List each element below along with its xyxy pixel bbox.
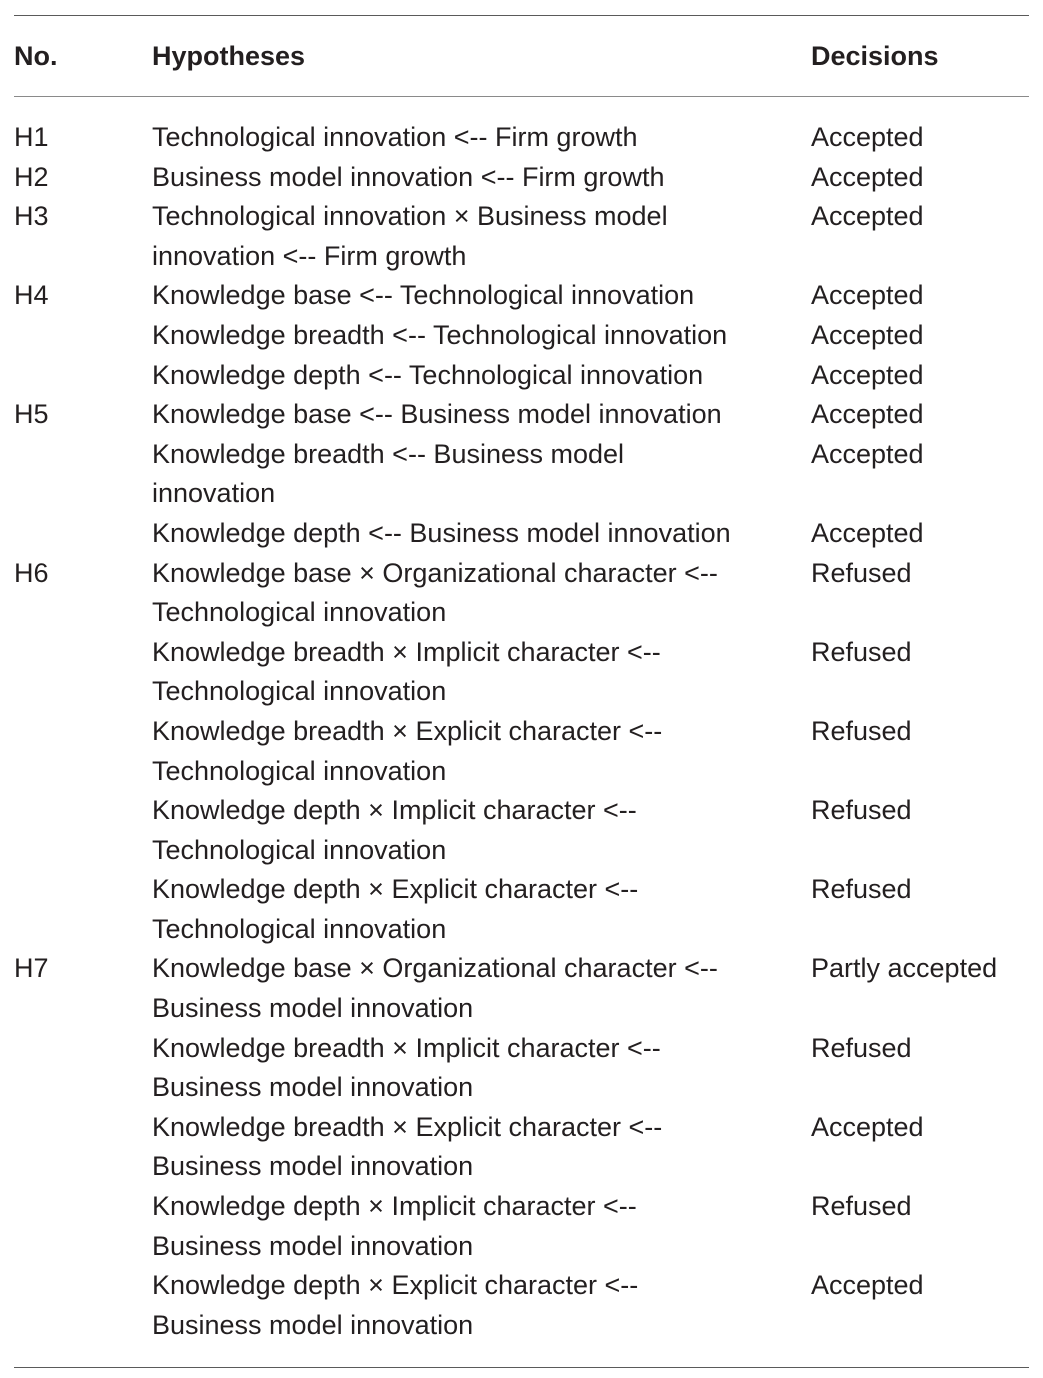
table-row: [14, 712, 1029, 791]
cell-hypothesis: [152, 276, 811, 316]
hypothesis-line: Technological innovation × Business model: [152, 201, 668, 232]
cell-no: H3: [14, 201, 49, 232]
cell-hypothesis: [152, 633, 811, 712]
table-row: [14, 1108, 1029, 1187]
cell-decision: Partly accepted: [811, 953, 998, 984]
hypothesis-line: Technological innovation: [152, 913, 447, 944]
cell-decision: Refused: [811, 1032, 912, 1063]
cell-decision: Accepted: [811, 201, 924, 232]
table-row: [14, 276, 1029, 316]
cell-hypothesis: [152, 1266, 811, 1345]
hypothesis-line: innovation <-- Firm growth: [152, 240, 467, 271]
hypothesis-line: Knowledge depth × Implicit character <--: [152, 1191, 637, 1222]
cell-hypothesis: [152, 118, 811, 158]
cell-no: H7: [14, 953, 49, 984]
table-row: [14, 514, 1029, 554]
header-no: No.: [14, 40, 58, 71]
hypothesis-line: Knowledge depth × Explicit character <--: [152, 874, 639, 905]
hypothesis-line: Knowledge base <-- Business model innovation: [152, 399, 722, 430]
cell-hypothesis: [152, 870, 811, 949]
hypothesis-line: Business model innovation: [152, 1072, 474, 1103]
cell-hypothesis: [152, 435, 811, 514]
hypothesis-line: Knowledge breadth × Explicit character <--: [152, 1111, 663, 1142]
cell-hypothesis: [152, 1029, 811, 1108]
hypothesis-line: Technological innovation <-- Firm growth: [152, 122, 638, 152]
cell-decision: Accepted: [811, 161, 924, 192]
table-row: [14, 316, 1029, 356]
cell-hypothesis: [152, 1108, 811, 1187]
table-row: [14, 158, 1029, 198]
hypothesis-line: Knowledge base × Organizational character <--: [152, 953, 718, 984]
hypothesis-line: Technological innovation: [152, 834, 447, 865]
cell-hypothesis: [152, 554, 811, 633]
hypothesis-line: Knowledge breadth <-- Technological innovation: [152, 319, 728, 350]
cell-decision: Accepted: [811, 280, 924, 311]
cell-decision: Refused: [811, 874, 912, 905]
cell-decision: Refused: [811, 715, 912, 746]
cell-decision: Accepted: [811, 359, 924, 390]
hypothesis-line: innovation: [152, 478, 276, 509]
table-row: [14, 870, 1029, 949]
hypothesis-line: Knowledge depth × Implicit character <--: [152, 795, 637, 826]
cell-decision: Accepted: [811, 1111, 924, 1142]
hypothesis-line: Business model innovation: [152, 1309, 474, 1340]
table-row: [14, 1187, 1029, 1266]
cell-no: H4: [14, 280, 49, 311]
hypothesis-line: Business model innovation <-- Firm growth: [152, 161, 665, 192]
hypothesis-line: Knowledge breadth × Explicit character <--: [152, 715, 663, 746]
hypothesis-line: Knowledge breadth × Implicit character <--: [152, 1032, 661, 1063]
table-row: [14, 118, 1029, 158]
cell-hypothesis: [152, 514, 811, 554]
cell-decision: Accepted: [811, 399, 924, 430]
cell-decision: Refused: [811, 795, 912, 826]
hypothesis-line: Knowledge depth <-- Business model innovation: [152, 517, 731, 548]
hypothesis-line: Technological innovation: [152, 597, 447, 628]
table-row: [14, 395, 1029, 435]
table-row: [14, 1029, 1029, 1108]
table-row: [14, 1266, 1029, 1345]
cell-no: H2: [14, 161, 49, 192]
cell-hypothesis: [152, 197, 811, 276]
hypothesis-line: Technological innovation: [152, 676, 447, 707]
cell-no: H6: [14, 557, 49, 588]
table-row: [14, 554, 1029, 633]
hypothesis-line: Knowledge base <-- Technological innovation: [152, 280, 695, 311]
cell-decision: Accepted: [811, 1270, 924, 1301]
cell-hypothesis: [152, 158, 811, 198]
bottom-rule: [14, 1367, 1029, 1368]
cell-hypothesis: [152, 1187, 811, 1266]
header-hypotheses: Hypotheses: [152, 40, 306, 71]
hypotheses-table: [14, 15, 1029, 1368]
cell-no: H5: [14, 399, 49, 430]
table-body: [14, 97, 1029, 1367]
table-row: [14, 633, 1029, 712]
cell-decision: Refused: [811, 636, 912, 667]
cell-hypothesis: [152, 395, 811, 435]
cell-hypothesis: [152, 316, 811, 356]
table-header: [14, 16, 1029, 96]
table-row: [14, 791, 1029, 870]
table-row: [14, 949, 1029, 1028]
hypothesis-line: Knowledge depth <-- Technological innovation: [152, 359, 704, 390]
cell-no: H1: [14, 122, 49, 152]
table-row: [14, 435, 1029, 514]
hypothesis-line: Business model innovation: [152, 1230, 474, 1261]
hypothesis-line: Knowledge breadth × Implicit character <--: [152, 636, 661, 667]
cell-hypothesis: [152, 791, 811, 870]
cell-hypothesis: [152, 712, 811, 791]
cell-hypothesis: [152, 949, 811, 1028]
table-row: [14, 197, 1029, 276]
cell-decision: Refused: [811, 557, 912, 588]
hypothesis-line: Knowledge depth × Explicit character <--: [152, 1270, 639, 1301]
hypothesis-line: Business model innovation: [152, 1151, 474, 1182]
cell-decision: Accepted: [811, 319, 924, 350]
cell-decision: Accepted: [811, 438, 924, 469]
cell-hypothesis: [152, 356, 811, 396]
hypothesis-line: Technological innovation: [152, 755, 447, 786]
cell-decision: Accepted: [811, 517, 924, 548]
header-decisions: Decisions: [811, 40, 939, 71]
hypothesis-line: Business model innovation: [152, 993, 474, 1024]
cell-decision: Accepted: [811, 122, 924, 152]
hypothesis-line: Knowledge base × Organizational character <--: [152, 557, 718, 588]
cell-decision: Refused: [811, 1191, 912, 1222]
hypothesis-line: Knowledge breadth <-- Business model: [152, 438, 625, 469]
table-row: [14, 356, 1029, 396]
